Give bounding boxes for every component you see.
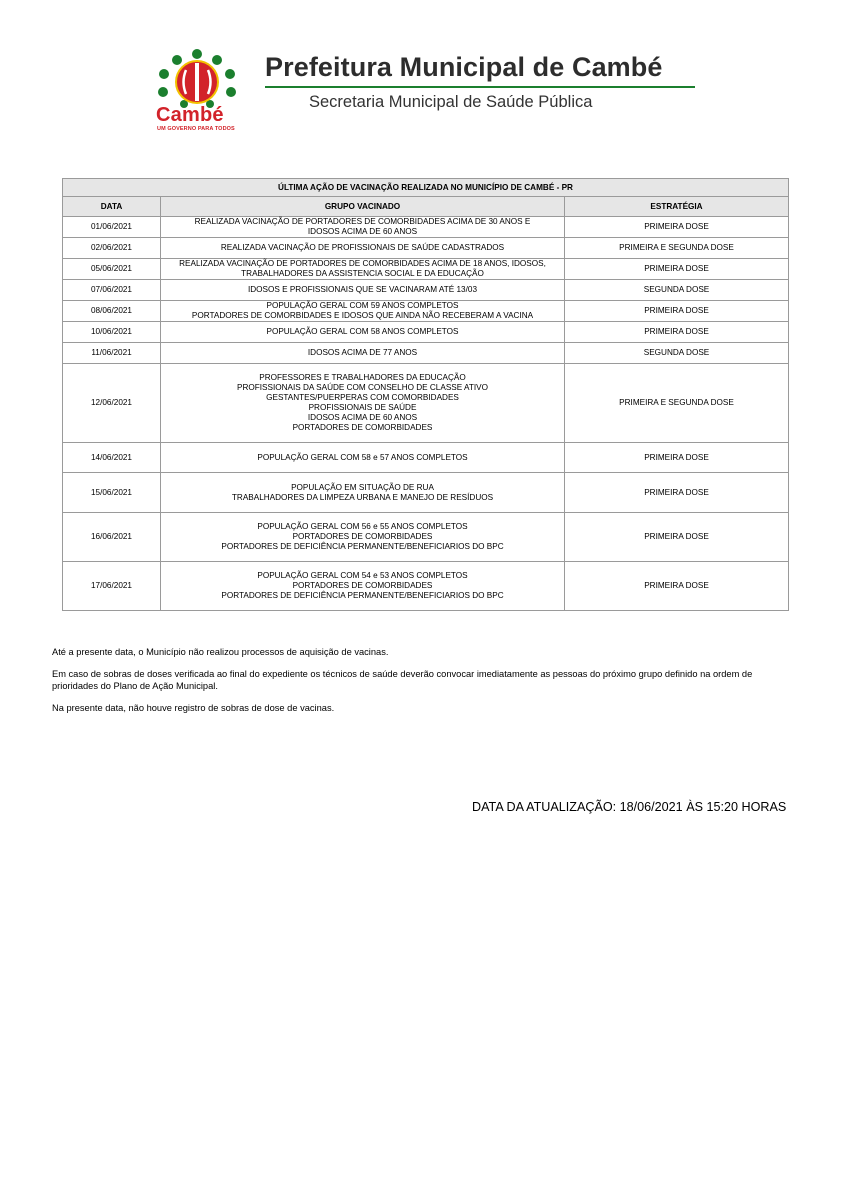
group-line: POPULAÇÃO GERAL COM 58 ANOS COMPLETOS (266, 327, 459, 336)
cell-strategy: PRIMEIRA E SEGUNDA DOSE (565, 364, 789, 443)
table-row (63, 280, 789, 301)
group-line: PROFESSORES E TRABALHADORES DA EDUCAÇÃO (259, 373, 466, 382)
cell-strategy: PRIMEIRA DOSE (565, 562, 789, 611)
table-row (63, 301, 789, 322)
table-row (63, 259, 789, 280)
column-header-group: GRUPO VACINADO (161, 197, 565, 217)
cell-date: 01/06/2021 (63, 217, 161, 238)
group-line: IDOSOS ACIMA DE 60 ANOS (307, 413, 418, 422)
table-body (63, 217, 789, 611)
cell-strategy: PRIMEIRA DOSE (565, 259, 789, 280)
header-divider (265, 86, 695, 88)
table-row (63, 238, 789, 259)
group-line: IDOSOS E PROFISSIONAIS QUE SE VACINARAM ATÉ 13/03 (247, 285, 477, 294)
column-header-strategy: ESTRATÉGIA (565, 197, 789, 217)
cell-strategy: PRIMEIRA DOSE (565, 513, 789, 562)
table-header-row (63, 197, 789, 217)
table-row (63, 322, 789, 343)
group-line: PORTADORES DE COMORBIDADES (292, 581, 433, 590)
group-line: POPULAÇÃO GERAL COM 58 e 57 ANOS COMPLETOS (257, 452, 468, 462)
group-line: GESTANTES/PUERPERAS COM COMORBIDADES (266, 393, 459, 402)
note-paragraph: Até a presente data, o Município não realizou processos de aquisição de vacinas. (52, 647, 389, 657)
update-timestamp: DATA DA ATUALIZAÇÃO: 18/06/2021 ÀS 15:20 HORAS (472, 800, 787, 814)
note-paragraph: Em caso de sobras de doses verificada ao final do expediente os técnicos de saúde deverão convocar imediatamente as pessoas do próximo grupo definido na ordem de prioridades do Plano de Ação Municipal. (52, 669, 753, 691)
group-line: PROFISSIONAIS DE SAÚDE (308, 403, 417, 412)
cell-strategy: PRIMEIRA DOSE (565, 443, 789, 473)
table-row (63, 217, 789, 238)
group-line: REALIZADA VACINAÇÃO DE PROFISSIONAIS DE SAÚDE CADASTRADOS (220, 243, 505, 252)
cell-date: 14/06/2021 (63, 443, 161, 473)
cell-date: 16/06/2021 (63, 513, 161, 562)
group-line: REALIZADA VACINAÇÃO DE PORTADORES DE COMORBIDADES ACIMA DE 18 ANOS, IDOSOS, (179, 259, 546, 268)
cell-date: 02/06/2021 (63, 238, 161, 259)
logo-slogan: UM GOVERNO PARA TODOS (157, 126, 235, 132)
cell-date: 15/06/2021 (63, 473, 161, 513)
group-line: POPULAÇÃO GERAL COM 59 ANOS COMPLETOS (266, 301, 459, 310)
group-line: PORTADORES DE COMORBIDADES (292, 532, 433, 541)
table-row (63, 513, 789, 562)
table-row (63, 343, 789, 364)
cell-date: 08/06/2021 (63, 301, 161, 322)
group-line: POPULAÇÃO GERAL COM 54 e 53 ANOS COMPLETOS (257, 571, 468, 580)
group-line: PORTADORES DE DEFICIÊNCIA PERMANENTE/BENEFICIARIOS DO BPC (221, 591, 504, 600)
cell-strategy: PRIMEIRA DOSE (565, 217, 789, 238)
group-line: TRABALHADORES DA LIMPEZA URBANA E MANEJO DE RESÍDUOS (231, 492, 494, 502)
group-line: PORTADORES DE COMORBIDADES E IDOSOS QUE AINDA NÃO RECEBERAM A VACINA (191, 311, 534, 320)
header-subtitle: Secretaria Municipal de Saúde Pública (309, 93, 593, 111)
header-title: Prefeitura Municipal de Cambé (265, 52, 663, 82)
note-paragraph: Na presente data, não houve registro de sobras de dose de vacinas. (52, 703, 335, 713)
cell-date: 11/06/2021 (63, 343, 161, 364)
group-line: TRABALHADORES DA ASSISTENCIA SOCIAL E DA EDUCAÇÃO (241, 269, 484, 278)
cell-date: 05/06/2021 (63, 259, 161, 280)
cell-group (161, 562, 565, 611)
table-caption: ÚLTIMA AÇÃO DE VACINAÇÃO REALIZADA NO MUNICÍPIO DE CAMBÉ - PR (63, 179, 789, 197)
notes-section (52, 646, 800, 724)
group-line: IDOSOS ACIMA DE 60 ANOS (307, 227, 418, 236)
cell-strategy: SEGUNDA DOSE (565, 343, 789, 364)
group-line: POPULAÇÃO EM SITUAÇÃO DE RUA (291, 482, 434, 492)
table-caption-row (63, 179, 789, 197)
group-line: IDOSOS ACIMA DE 77 ANOS (307, 348, 418, 357)
cell-group (161, 443, 565, 473)
table-row (63, 364, 789, 443)
cell-group (161, 259, 565, 280)
logo-wordmark: Cambé (156, 104, 224, 126)
table-row (63, 473, 789, 513)
cell-strategy: PRIMEIRA DOSE (565, 301, 789, 322)
cell-group (161, 473, 565, 513)
column-header-date: DATA (63, 197, 161, 217)
cell-group (161, 238, 565, 259)
cell-strategy: PRIMEIRA DOSE (565, 473, 789, 513)
vaccination-table (62, 178, 789, 611)
group-line: PORTADORES DE COMORBIDADES (292, 423, 433, 432)
cell-date: 17/06/2021 (63, 562, 161, 611)
cell-strategy: SEGUNDA DOSE (565, 280, 789, 301)
group-line: POPULAÇÃO GERAL COM 56 e 55 ANOS COMPLETOS (257, 522, 468, 531)
cell-group (161, 513, 565, 562)
cell-group (161, 322, 565, 343)
table-row (63, 443, 789, 473)
group-line: REALIZADA VACINAÇÃO DE PORTADORES DE COMORBIDADES ACIMA DE 30 ANOS E (194, 217, 531, 226)
cell-group (161, 217, 565, 238)
group-line: PROFISSIONAIS DA SAÚDE COM CONSELHO DE CLASSE ATIVO (237, 383, 488, 392)
cell-date: 10/06/2021 (63, 322, 161, 343)
cell-group (161, 343, 565, 364)
cell-date: 07/06/2021 (63, 280, 161, 301)
group-line: PORTADORES DE DEFICIÊNCIA PERMANENTE/BENEFICIARIOS DO BPC (221, 542, 504, 551)
cell-date: 12/06/2021 (63, 364, 161, 443)
cell-strategy: PRIMEIRA E SEGUNDA DOSE (565, 238, 789, 259)
cell-group (161, 364, 565, 443)
cell-strategy: PRIMEIRA DOSE (565, 322, 789, 343)
cell-group (161, 280, 565, 301)
cell-group (161, 301, 565, 322)
table-row (63, 562, 789, 611)
